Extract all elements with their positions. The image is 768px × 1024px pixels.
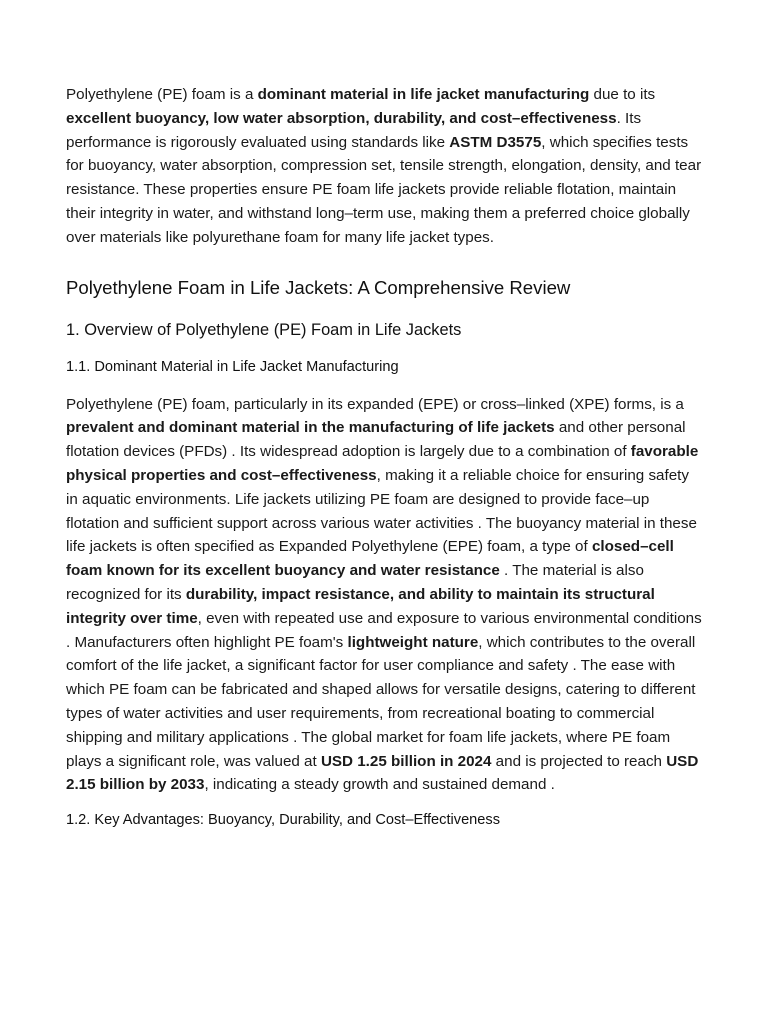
text-run: . The material is also recognized for its <box>66 562 644 603</box>
bold-text: durability, impact resistance, and ability to maintain its structural integrity over time <box>66 585 655 627</box>
bold-text: prevalent and dominant material in the manufacturing of life jackets <box>66 419 555 437</box>
bold-text: excellent buoyancy, low water absorption, durability, and cost–effectiveness <box>66 109 617 127</box>
bold-text: ASTM D3575 <box>449 133 542 151</box>
text-run: , making it a reliable choice for ensuring safety in aquatic environments. Life jackets utilizing PE foam are designed to provide face–up flotation and sufficient support across various water activities . The buoyancy material in these life jackets is often specified as Expanded Polyethylene (EPE) foam, a type of <box>66 466 697 556</box>
document-title: Polyethylene Foam in Life Jackets: A Comprehensive Review <box>66 276 571 298</box>
bold-text: closed–cell foam known for its excellent buoyancy and water resistance <box>66 538 674 580</box>
text-run: and is projected to reach <box>491 752 667 770</box>
text-run: and other personal flotation devices (PFDs) . Its widespread adoption is largely due to a combination of <box>66 419 686 461</box>
bold-text: lightweight nature <box>347 633 479 651</box>
bold-text: favorable physical properties and cost–effectiveness <box>66 443 699 484</box>
bold-text: USD 2.15 billion by 2033 <box>66 752 699 794</box>
intro-paragraph <box>66 83 702 250</box>
text-run: . Its performance is rigorously evaluated using standards like <box>66 109 642 151</box>
body-paragraph <box>66 393 702 798</box>
text-run: Polyethylene (PE) foam is a <box>66 86 258 103</box>
subsection-heading: 1.1. Dominant Material in Life Jacket Manufacturing <box>66 358 399 375</box>
subsection-heading: 1.2. Key Advantages: Buoyancy, Durability, and Cost–Effectiveness <box>66 812 501 829</box>
text-run: due to its <box>589 86 656 103</box>
text-run: Polyethylene (PE) foam, particularly in its expanded (EPE) or cross–linked (XPE) forms, is a <box>66 395 684 413</box>
text-run: , which contributes to the overall comfort of the life jacket, a significant factor for user compliance and safety . The ease with which PE foam can be fabricated and shaped allows for versatile designs, catering to different types of water activities and user requirements, from recreational boating to commercial shipping and military applications . The global market for foam life jackets, where PE foam plays a significant role, was valued at <box>66 633 696 770</box>
text-run: , even with repeated use and exposure to various environmental conditions . Manufacturers often highlight PE foam's <box>66 609 702 651</box>
bold-text: dominant material in life jacket manufacturing <box>257 86 590 103</box>
section-heading: 1. Overview of Polyethylene (PE) Foam in Life Jackets <box>66 320 462 339</box>
text-run: , which specifies tests for buoyancy, water absorption, compression set, tensile strength, elongation, density, and tear resistance. These properties ensure PE foam life jackets provide reliable flotation, maintain their integrity in water, and withstand long–term use, making them a preferred choice globally over materials like polyurethane foam for many life jacket types. <box>66 133 702 246</box>
bold-text: USD 1.25 billion in 2024 <box>320 752 492 770</box>
text-run: , indicating a steady growth and sustained demand . <box>204 776 555 794</box>
